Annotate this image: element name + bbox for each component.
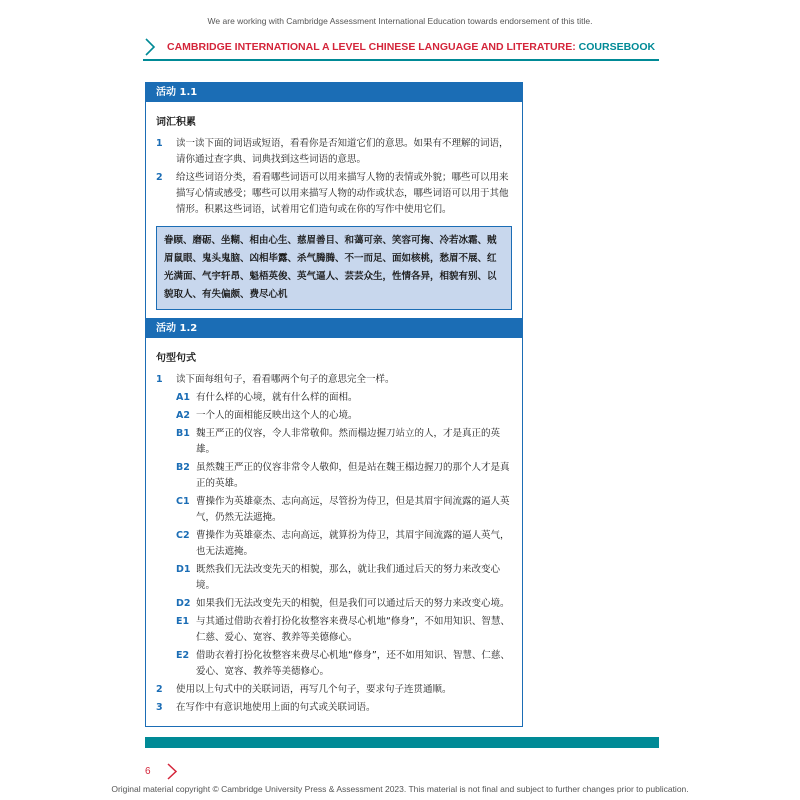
vocabulary-box: 眷顾、磨砺、坐糊、相由心生、慈眉善目、和蔼可亲、笑容可掬、冷若冰霜、贼眉鼠眼、鬼头鬼脑、凶相毕露、杀气腾腾、不一而足、面如核桃，愁眉不展、红光满面、气宇轩昂、魁梧英俊、英气逼人、芸芸众生，性情各异，相貌有别、以貌取人、有失偏颇、费尽心机 [156,226,512,310]
sentence-item [176,528,512,560]
activity-box-1-2 [145,318,523,727]
sentence-text: 曹操作为英雄豪杰、志向高远，尽管扮为侍卫，但是其眉宇间流露的逼人英气，仍然无法遮掩。 [196,496,510,523]
sentence-label: C2 [176,530,190,541]
sentence-item [176,596,512,612]
chevron-right-icon [143,38,157,56]
book-title-main: CAMBRIDGE INTERNATIONAL A LEVEL CHINESE LANGUAGE AND LITERATURE: [167,41,576,53]
sentence-item [176,614,512,646]
chevron-right-icon [166,763,178,780]
item-text: 读下面每组句子，看看哪两个句子的意思完全一样。 [176,374,395,385]
footer-band [145,737,659,748]
sentence-label: E2 [176,650,190,661]
sentence-label: B1 [176,428,190,439]
book-type: COURSEBOOK [578,41,656,53]
item-number: 1 [156,374,163,385]
item-text: 在写作中有意识地使用上面的句式或关联词语。 [176,702,376,713]
sentence-item [176,408,512,424]
sentence-label: B2 [176,462,190,473]
sentence-text: 一个人的面相能反映出这个人的心境。 [196,410,358,421]
copyright-note: Original material copyright © Cambridge University Press & Assessment 2023. This material is not final and subject to further changes prior to publication. [111,784,689,794]
list-item [156,682,512,698]
section-title: 句型句式 [156,353,196,364]
sentence-label: A2 [176,410,190,421]
section-title: 词汇积累 [156,117,196,128]
list-item [156,170,512,218]
sentence-label: C1 [176,496,190,507]
sentence-text: 既然我们无法改变先天的相貌，那么，就让我们通过后天的努力来改变心境。 [196,564,501,591]
item-number: 2 [156,684,163,695]
item-text: 给这些词语分类，看看哪些词语可以用来描写人物的表情或外貌；哪些可以用来描写心情或感受；哪些可以用来描写人物的动作或状态，哪些词语可以用于其他情形。积累这些词语，试着用它们造句或在你的写作中使用它们。 [176,172,509,215]
sentence-label: D1 [176,564,191,575]
list-item [156,700,512,716]
item-number: 1 [156,138,163,149]
sentence-text: 魏王严正的仪容，令人非常敬仰。然而榻边握刀站立的人，才是真正的英雄。 [196,428,501,455]
book-title [167,41,655,53]
sentence-item [176,648,512,680]
sentence-label: E1 [176,616,190,627]
sentence-item [176,390,512,406]
sentence-text: 借助衣着打扮化妆整容来费尽心机地“修身”，还不如用知识、智慧、仁慈、爱心、宽容、教养等美德修心。 [196,650,510,677]
sentence-label: A1 [176,392,190,403]
list-item [156,372,512,388]
sentence-label: D2 [176,598,191,609]
page-number: 6 [145,766,151,777]
item-text: 读一读下面的词语或短语，看看你是否知道它们的意思。如果有不理解的词语，请你通过查字典、词典找到这些词语的意思。 [176,138,509,165]
activity-label: 活动 1.1 [146,83,522,102]
running-head [143,38,663,56]
activity-box-1-1 [145,82,523,321]
sentence-item [176,562,512,594]
activity-label: 活动 1.2 [146,319,522,338]
item-number: 3 [156,702,163,713]
sentence-item [176,494,512,526]
sentence-text: 曹操作为英雄豪杰、志向高远，就算扮为侍卫，其眉宇间流露的逼人英气，也无法遮掩。 [196,530,510,557]
sentence-text: 虽然魏王严正的仪容非常令人敬仰，但是站在魏王榻边握刀的那个人才是真正的英雄。 [196,462,510,489]
sentence-text: 有什么样的心境，就有什么样的面相。 [196,392,358,403]
item-text: 使用以上句式中的关联词语，再写几个句子，要求句子连贯通顺。 [176,684,452,695]
list-item [156,136,512,168]
endorsement-note: We are working with Cambridge Assessment International Education towards endorsement of this title. [207,16,593,26]
sentence-text: 如果我们无法改变先天的相貌，但是我们可以通过后天的努力来改变心境。 [196,598,510,609]
sentence-item [176,460,512,492]
header-rule [143,59,659,61]
item-number: 2 [156,172,163,183]
sentence-item [176,426,512,458]
sentence-text: 与其通过借助衣着打扮化妆整容来费尽心机地“修身”，不如用知识、智慧、仁慈、爱心、宽容、教养等美德修心。 [196,616,510,643]
